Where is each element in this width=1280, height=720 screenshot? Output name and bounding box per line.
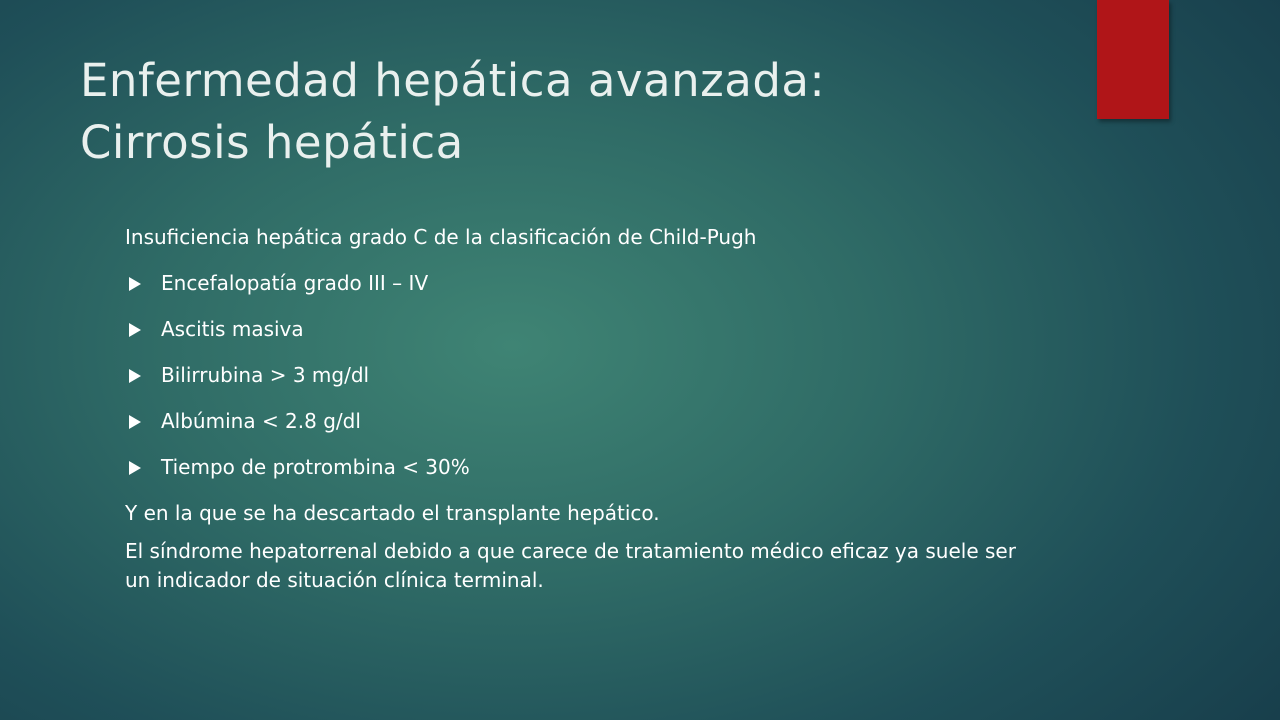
- bullet-label: Ascitis masiva: [161, 317, 304, 341]
- triangle-bullet-icon: [129, 461, 141, 475]
- intro-text: Insuficiencia hepática grado C de la clasificación de Child-Pugh: [125, 225, 757, 249]
- bullet-item: [125, 315, 1165, 344]
- slide-content: [125, 223, 1165, 595]
- triangle-bullet-icon: [129, 323, 141, 337]
- slide-title: [80, 50, 1080, 174]
- title-line-2: Cirrosis hepática: [80, 116, 464, 169]
- accent-bar: [1097, 0, 1169, 119]
- bullet-item: [125, 407, 1165, 436]
- bullet-label: Bilirrubina > 3 mg/dl: [161, 363, 370, 387]
- bullet-label: Tiempo de protrombina < 30%: [161, 455, 470, 479]
- bullet-label: Albúmina < 2.8 g/dl: [161, 409, 361, 433]
- title-line-1: Enfermedad hepática avanzada:: [80, 54, 826, 107]
- bullet-list: [125, 269, 1165, 482]
- triangle-bullet-icon: [129, 277, 141, 291]
- triangle-bullet-icon: [129, 415, 141, 429]
- bullet-item: [125, 361, 1165, 390]
- closing-text: El síndrome hepatorrenal debido a que carece de tratamiento médico eficaz ya suele ser un indicador de situación clínica terminal.: [125, 539, 1016, 592]
- bullet-label: Encefalopatía grado III – IV: [161, 271, 429, 295]
- bullet-item: [125, 269, 1165, 298]
- transplant-text: Y en la que se ha descartado el transplante hepático.: [125, 501, 660, 525]
- triangle-bullet-icon: [129, 369, 141, 383]
- bullet-item: [125, 453, 1165, 482]
